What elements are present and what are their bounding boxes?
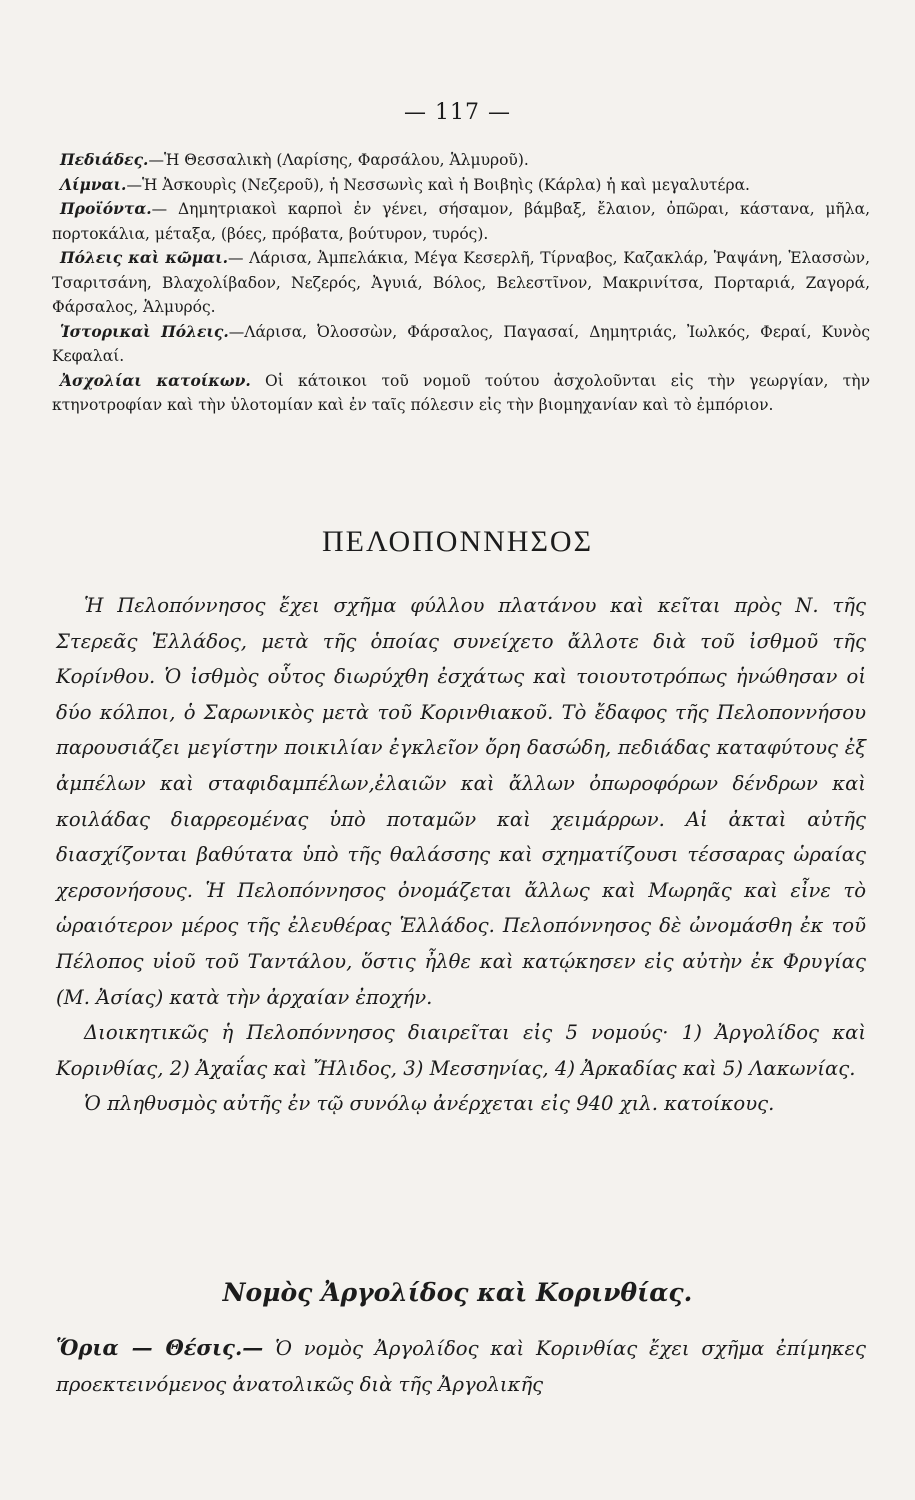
pediades-text: —Ἡ Θεσσαλικὴ (Λαρίσης, Φαρσάλου, Ἁλμυροῦ). [148, 151, 529, 169]
peloponnese-paragraph-1: Ἡ Πελοπόννησος ἔχει σχῆμα φύλλου πλατάνου καὶ κεῖται πρὸς Ν. τῆς Στερεᾶς Ἑλλάδος, μετὰ τῆς ὁποίας συνείχετο ἄλλοτε διὰ τοῦ ἰσθμοῦ τῆς Κορίνθου. Ὁ ἰσθμὸς οὗτος διωρύχθη ἐσχάτως καὶ τοιουτοτρόπως ἡνώθησαν οἱ δύο κόλποι, ὁ Σαρωνικὸς μετὰ τοῦ Κορινθιακοῦ. Τὸ ἔδαφος τῆς Πελοποννήσου παρουσιάζει μεγίστην ποικιλίαν ἐγκλεῖον ὄρη δασώδη, πεδιάδας καταφύτους ἐξ ἀμπέλων καὶ σταφιδαμπέλων,ἐλαιῶν καὶ ἄλλων ὀπωροφόρων δένδρων καὶ κοιλάδας διαρρεομένας ὑπὸ ποταμῶν καὶ χειμάρρων. Αἱ ἀκταὶ αὐτῆς διασχίζονται βαθύτατα ὑπὸ τῆς θαλάσσης καὶ σχηματίζουσι τέσσαρας ὡραίας χερσονήσους. Ἡ Πελοπόννησος ὀνομάζεται ἄλλως καὶ Μωρηᾶς καὶ εἶνε τὸ ὡραιότερον μέρος τῆς ἐλευθέρας Ἑλλάδος. Πελοπόννησος δὲ ὠνομάσθη ἐκ τοῦ Πέλοπος υἱοῦ τοῦ Ταντάλου, ὅστις ἦλθε καὶ κατῴκησεν εἰς αὐτὴν ἐκ Φρυγίας (Μ. Ἀσίας) κατὰ τὴν ἀρχαίαν ἐποχήν. [56, 594, 866, 1009]
pediades-label: Πεδιάδες. [60, 150, 149, 169]
pediades-entry [52, 148, 870, 173]
oria-section [56, 1330, 866, 1402]
peloponnese-paragraph-3: Ὁ πληθυσμὸς αὐτῆς ἐν τῷ συνόλῳ ἀνέρχεται εἰς 940 χιλ. κατοίκους. [84, 1092, 775, 1116]
nomos-title: Νομὸς Ἀργολίδος καὶ Κορινθίας. [222, 1278, 693, 1307]
limnai-entry [52, 173, 870, 198]
peloponnese-paragraph-2: Διοικητικῶς ἡ Πελοπόννησος διαιρεῖται εἰς 5 νομούς· 1) Ἀργολίδος καὶ Κορινθίας, 2) Ἀχαΐας καὶ Ἤλιδος, 3) Μεσσηνίας, 4) Ἀρκαδίας καὶ 5) Λακωνίας. [56, 1021, 866, 1080]
oria-label: Ὅρια — Θέσις.— [56, 1335, 264, 1360]
oria-paragraph [56, 1330, 866, 1402]
ascholiai-text: Οἱ κάτοικοι τοῦ νομοῦ τούτου ἀσχολοῦνται εἰς τὴν γεωργίαν, τὴν κτηνοτροφίαν καὶ τὴν ὑλοτομίαν καὶ ἐν ταῖς πόλεσιν εἰς τὴν βιομηχανίαν καὶ τὸ ἐμπόριον. [52, 371, 870, 414]
peloponnese-body [56, 588, 866, 1122]
istorikai-entry [52, 320, 870, 369]
ascholiai-entry [52, 369, 870, 418]
poleis-label: Πόλεις καὶ κῶμαι. [60, 248, 228, 267]
istorikai-label: Ἱστορικαὶ Πόλεις. [60, 321, 229, 341]
section-title: ΠΕΛΟΠΟΝΝΗΣΟΣ [321, 525, 594, 558]
oria-text: Ὁ νομὸς Ἀργολίδος καὶ Κορινθίας ἔχει σχῆμα ἐπίμηκες προεκτεινόμενος ἀνατολικῶς διὰ τῆς Ἀργολικῆς [56, 1337, 866, 1396]
poleis-entry [52, 246, 870, 320]
istorikai-text: —Λάρισα, Ὀλοσσὼν, Φάρσαλος, Παγασαί, Δημητριάς, Ἰωλκός, Φεραί, Κυνὸς Κεφαλαί. [52, 322, 871, 365]
limnai-text: —Ἡ Ἀσκουρὶς (Νεζεροῦ), ἡ Νεσσωνὶς καὶ ἡ Βοιβηὶς (Κάρλα) ἡ καὶ μεγαλυτέρα. [126, 175, 750, 194]
poleis-text: — Λάρισα, Ἀμπελάκια, Μέγα Κεσερλῆ, Τίρναβος, Καζακλάρ, Ῥαψάνη, Ἐλασσὼν, Τσαριτσάνη, Βλαχολίβαδον, Νεζερός, Ἀγυιά, Βόλος, Βελεστῖνον, Μακρινίτσα, Πορταριά, Ζαγορά, Φάρσαλος, Ἁλμυρός. [52, 249, 870, 316]
proionta-text: — Δημητριακοὶ καρποὶ ἐν γένει, σήσαμον, βάμβαξ, ἔλαιον, ὀπῶραι, κάστανα, μῆλα, πορτοκάλια, μέταξα, (βόες, πρόβατα, βούτυρον, τυρός). [52, 200, 870, 243]
page-number: — 117 — [404, 100, 511, 125]
proionta-label: Προϊόντα. [60, 199, 152, 218]
limnai-label: Λίμναι. [60, 174, 127, 194]
proionta-entry [52, 197, 870, 246]
ascholiai-label: Ἀσχολίαι κατοίκων. [60, 370, 251, 390]
thessaly-section [52, 148, 870, 418]
